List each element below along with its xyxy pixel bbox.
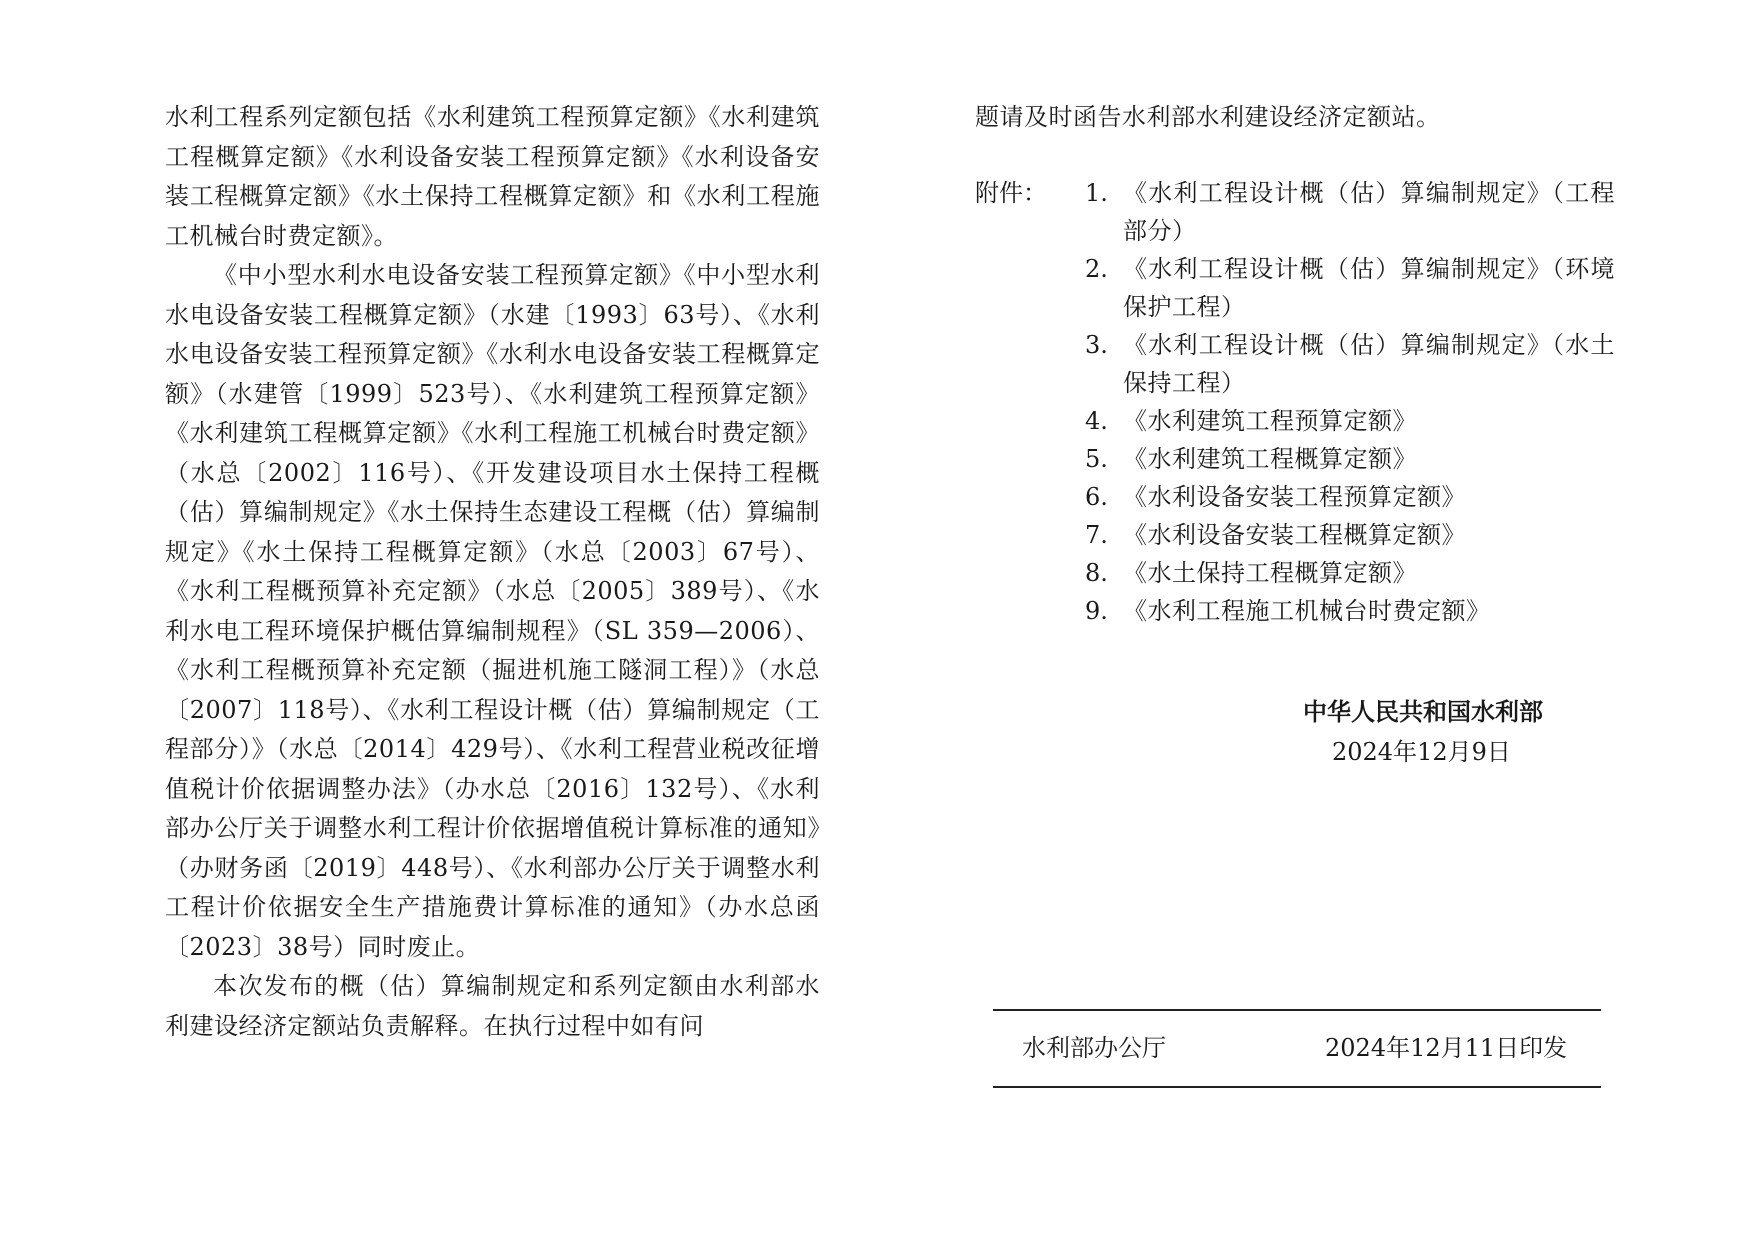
attachment-number: 6. [1085,482,1108,511]
attachment-item [975,478,1615,516]
attachment-item [975,592,1615,630]
attachment-item [975,554,1615,592]
attachment-title: 《水利工程设计概（估）算编制规定》（工程部分） [1123,178,1615,245]
attachment-number: 7. [1085,520,1108,549]
signature-date: 2024年12月9日 [1332,738,1511,766]
signature-organization: 中华人民共和国水利部 [1303,698,1543,726]
attachment-title: 《水利工程设计概（估）算编制规定》（水土保持工程） [1123,330,1615,397]
attachment-item [975,402,1615,440]
attachment-item [975,250,1615,326]
attachment-item [975,516,1615,554]
attachment-title: 《水利工程施工机械台时费定额》 [1123,596,1491,625]
attachment-number: 8. [1085,558,1108,587]
attachment-item [975,174,1615,250]
attachment-title: 《水利建筑工程概算定额》 [1123,444,1417,473]
attachment-number: 5. [1085,444,1108,473]
attachment-number: 9. [1085,596,1108,625]
attachment-item [975,326,1615,402]
attachment-title: 《水利建筑工程预算定额》 [1123,406,1417,435]
attachments-label: 附件： [975,178,1047,207]
attachment-number: 3. [1085,330,1108,359]
paragraph-continuation: 题请及时函告水利部水利建设经济定额站。 [975,103,1441,131]
footer-top-rule [993,1009,1601,1011]
attachment-number: 2. [1085,254,1108,283]
paragraph-interpretation: 本次发布的概（估）算编制规定和系列定额由水利部水利建设经济定额站负责解释。在执行过程中如有问 [165,972,820,1040]
attachment-title: 《水土保持工程概算定额》 [1123,558,1417,587]
footer-issue-date: 2024年12月11日印发 [1325,1034,1568,1062]
attachment-number: 1. [1085,178,1108,207]
right-page [975,98,1615,766]
attachment-item [975,440,1615,478]
attachments-list [975,174,1615,630]
paragraph-definitions: 水利工程系列定额包括《水利建筑工程预算定额》《水利建筑工程概算定额》《水利设备安装工程预算定额》《水利设备安装工程概算定额》《水土保持工程概算定额》和《水利工程施工机械台时费定额》。 [165,103,820,250]
attachment-number: 4. [1085,406,1108,435]
footer-bottom-rule [993,1086,1601,1088]
attachment-title: 《水利设备安装工程概算定额》 [1123,520,1466,549]
paragraph-abolished-documents: 《中小型水利水电设备安装工程预算定额》《中小型水利水电设备安装工程概算定额》（水建〔1993〕63号）、《水利水电设备安装工程预算定额》《水利水电设备安装工程概算定额》（水建管〔1999〕523号）、《水利建筑工程预算定额》《水利建筑工程概算定额》《水利工程施工机械台时费定额》（水总〔2002〕116号）、《开发建设项目水土保持工程概（估）算编制规定》《水土保持生态建设工程概（估）算编制规定》《水土保持工程概算定额》（水总〔2003〕67号）、《水利工程概预算补充定额》（水总〔2005〕389号）、《水利水电工程环境保护概估算编制规程》（SL 359—2006）、《水利工程概预算补充定额（掘进机施工隧洞工程）》（水总〔2007〕118号）、《水利工程设计概（估）算编制规定（工程部分）》（水总〔2014〕429号）、《水利工程营业税改征增值税计价依据调整办法》（办水总〔2016〕132号）、《水利部办公厅关于调整水利工程计价依据增值税计算标准的通知》（办财务函〔2019〕448号）、《水利部办公厅关于调整水利工程计价依据安全生产措施费计算标准的通知》（办水总函〔2023〕38号）同时废止。 [165,261,820,961]
attachment-title: 《水利设备安装工程预算定额》 [1123,482,1466,511]
footer-issuer: 水利部办公厅 [1022,1034,1166,1062]
attachment-title: 《水利工程设计概（估）算编制规定》（环境保护工程） [1123,254,1615,321]
left-page [165,98,820,1046]
